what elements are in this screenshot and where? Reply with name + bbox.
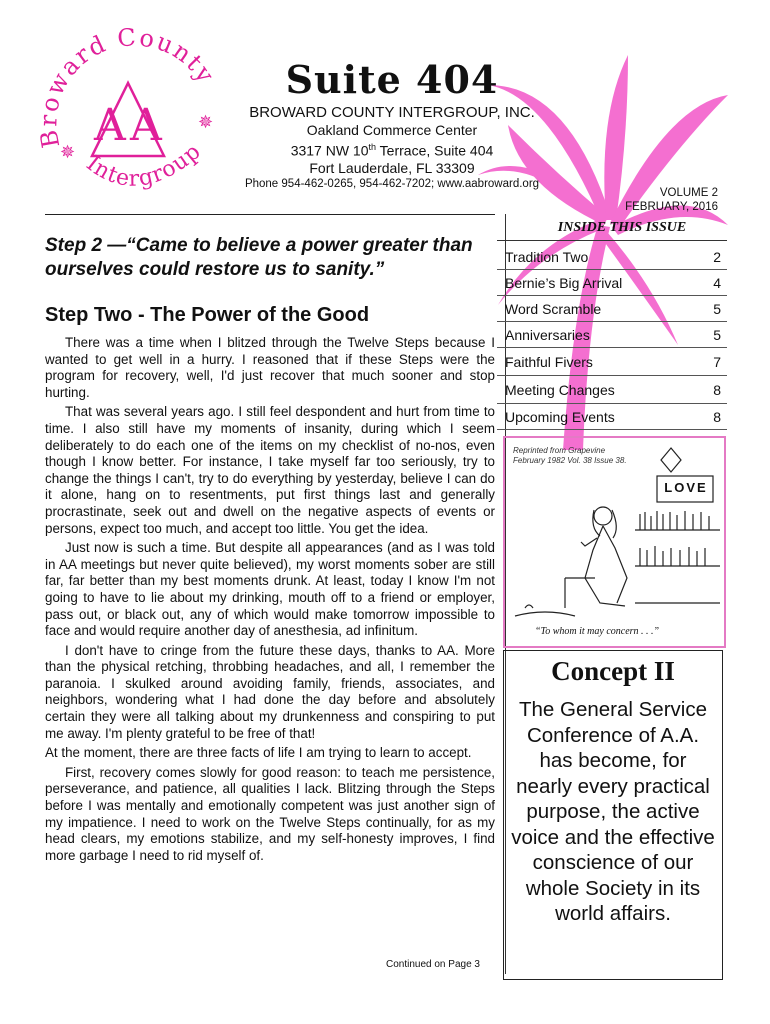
article-paragraph: Just now is such a time. But despite all appearances (and as I was told in AA meetings but never quite believed), my worst moments sober are still far, far better than my best moments drunk. At least, today I know I'm not going to have to lie about my drinking, mouth off to a friend or employer, pass out, or black out, any of which would make tomorrow impossible to face and would require another day of anesthesia, ad infinitum. — [45, 540, 495, 639]
article-body — [45, 335, 495, 864]
organization-name: BROWARD COUNTY INTERGROUP, INC. — [249, 104, 535, 121]
issue-info — [625, 186, 718, 214]
toc-item[interactable]: Anniversaries 5 — [497, 322, 727, 348]
masthead — [222, 58, 562, 192]
svg-text:Broward County — [34, 28, 220, 150]
address-line3: Fort Lauderdale, FL 33309 — [309, 159, 475, 176]
toc-item[interactable]: Bernie’s Big Arrival 4 — [497, 270, 727, 296]
logo-ring-bottom: Intergroup — [81, 138, 207, 192]
cartoon-love-sign: LOVE — [664, 480, 708, 495]
toc-item[interactable]: Faithful Fivers 7 — [497, 348, 727, 376]
concept-title: Concept II — [551, 656, 675, 686]
svg-text:A: A — [94, 100, 126, 151]
inside-heading: INSIDE THIS ISSUE — [497, 216, 727, 241]
svg-text:A: A — [130, 100, 162, 151]
svg-text:✵: ✵ — [60, 142, 76, 162]
issue-date: FEBRUARY, 2016 — [625, 201, 718, 213]
toc-item[interactable]: Meeting Changes 8 — [497, 376, 727, 404]
broward-aa-logo — [30, 28, 230, 208]
toc-item[interactable]: Tradition Two 2 — [497, 244, 727, 270]
toc-item[interactable]: Word Scramble 5 — [497, 296, 727, 322]
cartoon-caption: “To whom it may concern . . .” — [535, 626, 660, 637]
step-heading: Step 2 —“Came to believe a power greater than ourselves could restore us to sanity.” — [45, 235, 473, 280]
cartoon-illustration — [505, 438, 724, 646]
article-paragraph: I don't have to cringe from the future these days, thanks to AA. More than the physical retching, throbbing headaches, and all, I remember the paranoia. I skulked around avoiding family, friends, associates, and neighbors, wondering what I had done the day before and absolutely certain they were all talking about my drunkenness and conspiring to put me away. I'm plenty grateful to be free of that! — [45, 642, 495, 741]
address-line1: Oakland Commerce Center — [306, 122, 478, 138]
continued-note: Continued on Page 3 — [386, 959, 480, 970]
address-line2: 3317 NW 10th Terrace, Suite 404 — [290, 142, 494, 159]
cartoon-box — [503, 436, 726, 648]
logo-ring-top: Broward County — [34, 28, 221, 151]
concept-text: The General Service Conference of A.A. has become, for nearly every practical purpose, the active voice and the effective conscience of our whole Society in its world affairs. — [511, 698, 715, 925]
article-paragraph: There was a time when I blitzed through the Twelve Steps because I wanted to get well in a hurry. I reasoned that if these Steps were the program for recovery, well, I'd just recover that much sooner and stop hurting. — [45, 335, 495, 400]
reprint-note: Reprinted from Grapevine February 1982 Vol. 38 Issue 38. — [513, 446, 627, 465]
header-divider — [45, 214, 495, 215]
contact-line: Phone 954-462-0265, 954-462-7202; www.aabroward.org — [244, 177, 540, 190]
article-title: Step Two - The Power of the Good — [45, 304, 370, 326]
toc-item[interactable]: Upcoming Events 8 — [497, 404, 727, 430]
inside-this-issue — [497, 216, 727, 430]
volume-number: VOLUME 2 — [659, 187, 718, 199]
article-paragraph: At the moment, there are three facts of life I am trying to learn to accept. — [45, 745, 472, 761]
newsletter-title: Suite 404 — [285, 57, 499, 102]
article-paragraph: First, recovery comes slowly for good reason: to teach me persistence, perseverance, and patience, all qualities I lack. Blitzing through the Steps before I was mentally and emotionally competent was just another sign of my impatience. I need to work on the Twelve Steps continually, for as my head clears, my emotions stabilize, and my self-honesty improves, I find more garbage I need to rid myself of. — [45, 764, 495, 863]
article-paragraph: That was several years ago. I still feel despondent and hurt from time to time. I also still have my moments of insanity, during which I seem deliberately to do each one of the items on my checklist of no-nos, even though I know better. For instance, I take myself far too seriously, try to change the things I can't, try to do everything by yesterday, believe I can do it alone, hang on to resentments, put first things last and generally procrastinate, seek out and dwell on the negative aspects of events or persons, expect too much, and accept too little. You get the idea. — [45, 404, 495, 536]
main-column — [45, 234, 495, 867]
concept-box — [503, 650, 723, 980]
svg-text:✵: ✵ — [198, 112, 214, 132]
